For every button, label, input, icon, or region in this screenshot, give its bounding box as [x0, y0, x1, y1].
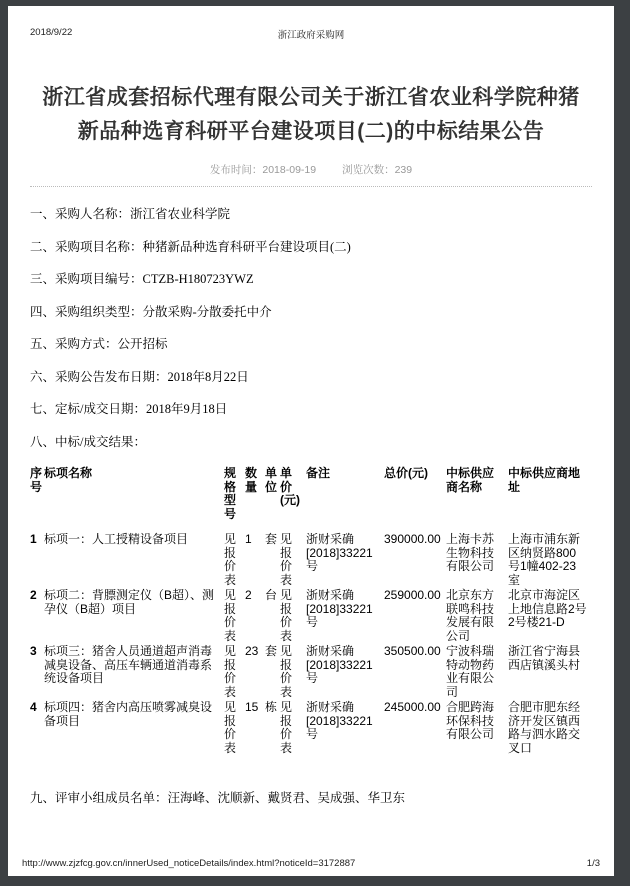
cell-supplier-name: 北京东方联鸣科技发展有限公司 [446, 588, 495, 643]
print-footer [22, 858, 600, 869]
document-page [8, 6, 614, 876]
cell-spec-model: 见报价表 [224, 644, 237, 699]
views-value: 239 [394, 164, 413, 176]
cell-supplier-name: 宁波科瑞特动物药业有限公司 [446, 644, 495, 699]
cell-seq: 1 [30, 532, 37, 546]
col-header-quantity: 数量 [245, 466, 258, 494]
views-label: 浏览次数： [342, 164, 395, 176]
cell-supplier-name: 上海卡苏生物科技有限公司 [446, 532, 495, 573]
table-row [30, 533, 592, 589]
cell-seq: 3 [30, 644, 37, 658]
cell-lot-name: 标项三：猪舍人员通道超声消毒减臭设备、高压车辆通道消毒系统设备项目 [44, 644, 213, 685]
info-item-purchaser-name: 一、采购人名称：浙江省农业科学院 [30, 207, 231, 221]
info-item-procurement-method: 五、采购方式：公开招标 [30, 337, 168, 351]
cell-supplier-address: 上海市浦东新区纳贤路800号1幢402-23室 [508, 532, 581, 587]
cell-spec-model: 见报价表 [224, 532, 237, 587]
cell-remark: 浙财采确[2018]33221号 [306, 588, 373, 629]
page-number: 1/3 [586, 858, 600, 869]
col-header-remark: 备注 [306, 466, 331, 480]
cell-lot-name: 标项二：背膘测定仪（B超）、测孕仪（B超）项目 [44, 588, 215, 616]
cell-total-price: 245000.00 [384, 700, 441, 714]
info-item-award-date: 七、定标/成交日期：2018年9月18日 [30, 402, 228, 416]
info-item-project-name: 二、采购项目名称：种猪新品种选育科研平台建设项目(二) [30, 239, 351, 254]
cell-lot-name: 标项一：人工授精设备项目 [44, 532, 189, 546]
cell-unit-price: 见报价表 [280, 700, 293, 755]
cell-lot-name: 标项四：猪舍内高压喷雾减臭设备项目 [44, 700, 213, 728]
cell-unit: 套 [265, 644, 278, 658]
col-header-spec-model: 规格型号 [224, 466, 237, 521]
table-row [30, 589, 592, 645]
col-header-supplier-name: 中标供应商名称 [446, 466, 495, 494]
publish-time-label: 发布时间： [209, 164, 263, 176]
cell-unit: 套 [265, 532, 278, 546]
col-header-unit-price: 单价(元) [280, 466, 300, 507]
publish-time-value: 2018-09-19 [262, 164, 317, 176]
cell-spec-model: 见报价表 [224, 700, 237, 755]
bid-results-table [30, 467, 592, 757]
cell-supplier-name: 合肥跨海环保科技有限公司 [446, 700, 495, 741]
cell-supplier-address: 北京市海淀区上地信息路2号2号楼21-D [508, 588, 587, 629]
cell-remark: 浙财采确[2018]33221号 [306, 532, 373, 573]
table-row [30, 701, 592, 757]
notice-meta [8, 162, 614, 177]
cell-quantity: 2 [245, 588, 252, 602]
cell-seq: 4 [30, 700, 37, 714]
cell-quantity: 23 [245, 644, 259, 658]
cell-spec-model: 见报价表 [224, 588, 237, 643]
footer-url: http://www.zjzfcg.gov.cn/innerUsed_noticeDetails/index.html?noticeId=3172887 [22, 858, 356, 869]
cell-unit-price: 见报价表 [280, 532, 293, 587]
cell-unit: 栋 [265, 700, 278, 714]
col-header-total-price: 总价(元) [384, 466, 428, 480]
site-name: 浙江政府采购网 [277, 30, 345, 41]
col-header-seq: 序号 [30, 466, 43, 494]
cell-unit-price: 见报价表 [280, 588, 293, 643]
info-item-project-number: 三、采购项目编号：CTZB-H180723YWZ [30, 272, 254, 286]
col-header-unit: 单位 [265, 466, 278, 494]
cell-quantity: 15 [245, 700, 259, 714]
cell-remark: 浙财采确[2018]33221号 [306, 700, 373, 741]
cell-unit-price: 见报价表 [280, 644, 293, 699]
review-panel-members: 九、评审小组成员名单：汪海峰、沈顺新、戴贤君、吴成强、华卫东 [30, 791, 406, 805]
separator-line [30, 186, 592, 187]
col-header-supplier-address: 中标供应商地址 [508, 466, 581, 494]
info-list [30, 207, 592, 449]
cell-unit: 台 [265, 588, 278, 602]
table-header-row [30, 467, 592, 533]
info-item-announcement-date: 六、采购公告发布日期：2018年8月22日 [30, 369, 249, 384]
info-item-organization-type: 四、采购组织类型：分散采购-分散委托中介 [30, 304, 272, 319]
notice-title: 浙江省成套招标代理有限公司关于浙江省农业科学院种猪新品种选育科研平台建设项目(二)的中标结果公告 [42, 86, 580, 143]
cell-supplier-address: 合肥市肥东经济开发区镇西路与泗水路交叉口 [508, 700, 581, 755]
cell-seq: 2 [30, 588, 37, 602]
cell-total-price: 350500.00 [384, 644, 441, 658]
cell-quantity: 1 [245, 532, 252, 546]
print-date: 2018/9/22 [30, 27, 73, 38]
cell-supplier-address: 浙江省宁海县西店镇溪头村 [508, 644, 581, 672]
cell-remark: 浙财采确[2018]33221号 [306, 644, 373, 685]
cell-total-price: 259000.00 [384, 588, 441, 602]
col-header-lot-name: 标项名称 [44, 466, 93, 480]
table-row [30, 645, 592, 701]
cell-total-price: 390000.00 [384, 532, 441, 546]
info-item-result-heading: 八、中标/成交结果： [30, 434, 146, 449]
print-header [8, 6, 614, 41]
